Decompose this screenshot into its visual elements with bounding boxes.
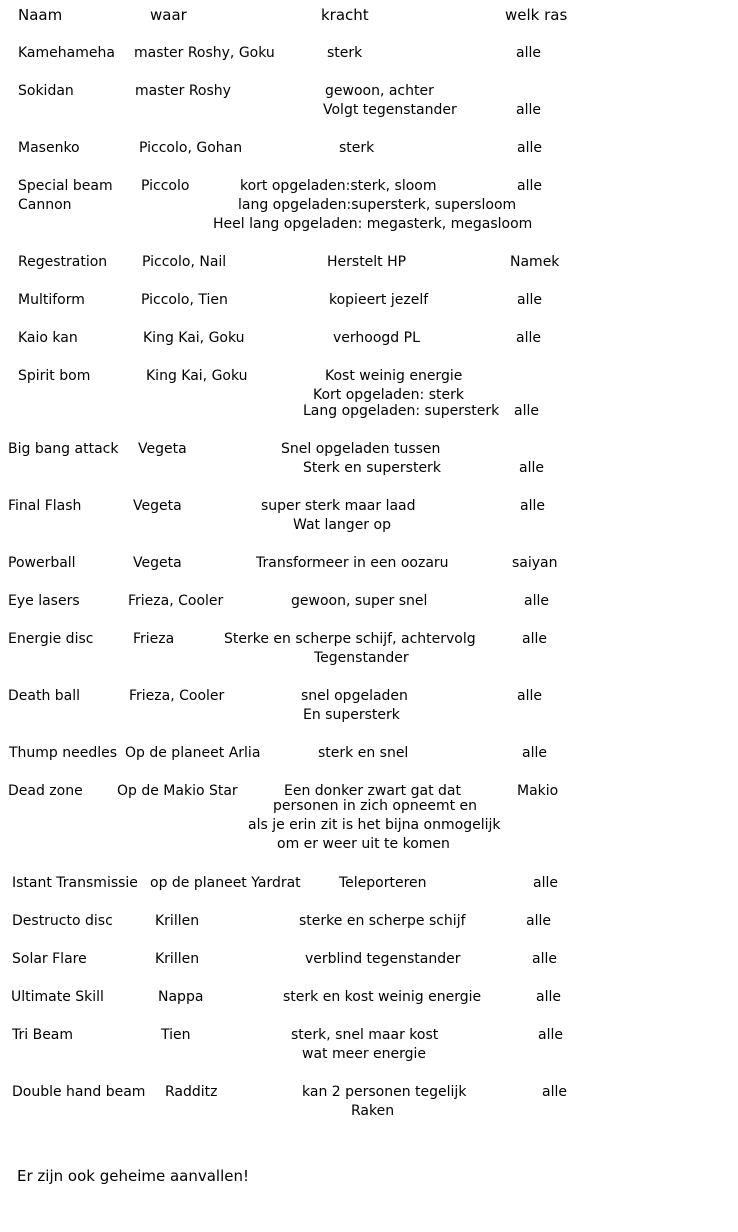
- row-kracht: snel opgeladen: [301, 688, 408, 704]
- row-ras: alle: [516, 102, 541, 118]
- row-naam: Solar Flare: [12, 951, 87, 967]
- row-waar: Krillen: [155, 913, 200, 929]
- row-naam: Destructo disc: [12, 913, 113, 929]
- row-naam: Big bang attack: [8, 441, 119, 457]
- row-kracht: sterke en scherpe schijf: [299, 913, 466, 929]
- row-ras: saiyan: [512, 555, 558, 571]
- row-ras: alle: [517, 178, 542, 194]
- row-waar: Piccolo: [141, 178, 190, 194]
- row-ras: alle: [520, 498, 545, 514]
- row-ras: Makio: [517, 783, 559, 799]
- row-waar: Vegeta: [138, 441, 187, 457]
- row-waar: Nappa: [158, 989, 204, 1005]
- row-naam: Spirit bom: [18, 368, 91, 384]
- row-kracht: Snel opgeladen tussen: [281, 441, 441, 457]
- row-kracht: Kost weinig energie: [325, 368, 463, 384]
- row-kracht: Teleporteren: [339, 875, 427, 891]
- row-waar: Krillen: [155, 951, 200, 967]
- row-kracht: Herstelt HP: [327, 254, 407, 270]
- row-naam: Cannon: [18, 197, 72, 213]
- row-ras: alle: [533, 875, 558, 891]
- row-waar: Frieza, Cooler: [128, 593, 224, 609]
- row-kracht: gewoon, super snel: [291, 593, 428, 609]
- row-kracht: Een donker zwart gat dat: [284, 783, 461, 799]
- row-naam: Ultimate Skill: [11, 989, 104, 1005]
- row-kracht: verblind tegenstander: [305, 951, 461, 967]
- row-waar: Op de Makio Star: [117, 783, 238, 799]
- row-kracht: sterk en snel: [318, 745, 409, 761]
- row-naam: Eye lasers: [8, 593, 80, 609]
- row-ras: alle: [516, 45, 541, 61]
- header-waar: waar: [150, 6, 187, 24]
- row-kracht: wat meer energie: [302, 1046, 427, 1062]
- row-naam: Tri Beam: [12, 1027, 74, 1043]
- row-naam: Death ball: [8, 688, 81, 704]
- row-kracht: Volgt tegenstander: [323, 102, 457, 118]
- row-ras: Namek: [510, 254, 560, 270]
- row-ras: alle: [538, 1027, 563, 1043]
- row-waar: master Roshy: [135, 83, 231, 99]
- header-kracht: kracht: [321, 6, 369, 24]
- row-naam: Regestration: [18, 254, 108, 270]
- row-waar: Piccolo, Gohan: [139, 140, 243, 156]
- row-kracht: personen in zich opneemt en: [273, 798, 478, 814]
- row-naam: Kaio kan: [18, 330, 78, 346]
- row-naam: Kamehameha: [18, 45, 115, 61]
- row-kracht: lang opgeladen:supersterk, supersloom: [238, 197, 517, 213]
- row-kracht: Sterke en scherpe schijf, achtervolg: [224, 631, 476, 647]
- row-naam: Special beam: [18, 178, 113, 194]
- header-ras: welk ras: [505, 6, 568, 24]
- row-naam: Final Flash: [8, 498, 82, 514]
- row-waar: Vegeta: [133, 555, 182, 571]
- row-waar: Vegeta: [133, 498, 182, 514]
- row-naam: Masenko: [18, 140, 80, 156]
- row-kracht: Sterk en supersterk: [303, 460, 441, 476]
- row-kracht: Transformeer in een oozaru: [256, 555, 449, 571]
- row-waar: Tien: [161, 1027, 191, 1043]
- row-kracht: verhoogd PL: [333, 330, 420, 346]
- row-naam: Istant Transmissie: [12, 875, 138, 891]
- row-naam: Thump needles: [9, 745, 118, 761]
- row-waar: master Roshy, Goku: [134, 45, 275, 61]
- row-kracht: Tegenstander: [314, 650, 409, 666]
- row-ras: alle: [536, 989, 561, 1005]
- row-kracht: om er weer uit te komen: [277, 836, 450, 852]
- row-waar: Op de planeet Arlia: [125, 745, 261, 761]
- row-kracht: Lang opgeladen: supersterk: [303, 403, 500, 419]
- row-kracht: Kort opgeladen: sterk: [313, 387, 464, 403]
- row-ras: alle: [522, 745, 547, 761]
- row-ras: alle: [522, 631, 547, 647]
- footer-note: Er zijn ook geheime aanvallen!: [17, 1167, 250, 1185]
- row-kracht: En supersterk: [303, 707, 400, 723]
- row-naam: Powerball: [8, 555, 76, 571]
- row-kracht: sterk: [339, 140, 375, 156]
- row-kracht: gewoon, achter: [325, 83, 434, 99]
- row-ras: alle: [517, 292, 542, 308]
- header-naam: Naam: [18, 6, 63, 24]
- row-waar: King Kai, Goku: [146, 368, 248, 384]
- row-waar: op de planeet Yardrat: [150, 875, 301, 891]
- row-kracht: super sterk maar laad: [261, 498, 416, 514]
- row-naam: Energie disc: [8, 631, 94, 647]
- row-kracht: sterk: [327, 45, 363, 61]
- row-waar: Piccolo, Nail: [142, 254, 227, 270]
- row-kracht: kort opgeladen:sterk, sloom: [240, 178, 437, 194]
- row-waar: Frieza, Cooler: [129, 688, 225, 704]
- row-ras: alle: [517, 140, 542, 156]
- row-ras: alle: [516, 330, 541, 346]
- row-ras: alle: [517, 688, 542, 704]
- row-kracht: kan 2 personen tegelijk: [302, 1084, 467, 1100]
- row-kracht: Heel lang opgeladen: megasterk, megasloom: [213, 216, 533, 232]
- row-kracht: als je erin zit is het bijna onmogelijk: [248, 817, 501, 833]
- row-naam: Sokidan: [18, 83, 74, 99]
- row-ras: alle: [514, 403, 539, 419]
- row-kracht: Raken: [351, 1103, 395, 1119]
- row-naam: Double hand beam: [12, 1084, 146, 1100]
- row-naam: Dead zone: [8, 783, 83, 799]
- row-waar: Piccolo, Tien: [141, 292, 228, 308]
- row-ras: alle: [526, 913, 551, 929]
- row-naam: Multiform: [18, 292, 85, 308]
- row-waar: King Kai, Goku: [143, 330, 245, 346]
- row-ras: alle: [524, 593, 549, 609]
- row-kracht: kopieert jezelf: [329, 292, 429, 308]
- row-waar: Frieza: [133, 631, 175, 647]
- row-ras: alle: [519, 460, 544, 476]
- row-waar: Radditz: [165, 1084, 218, 1100]
- row-kracht: Wat langer op: [293, 517, 391, 533]
- row-ras: alle: [532, 951, 557, 967]
- row-kracht: sterk, snel maar kost: [291, 1027, 439, 1043]
- row-ras: alle: [542, 1084, 567, 1100]
- row-kracht: sterk en kost weinig energie: [283, 989, 482, 1005]
